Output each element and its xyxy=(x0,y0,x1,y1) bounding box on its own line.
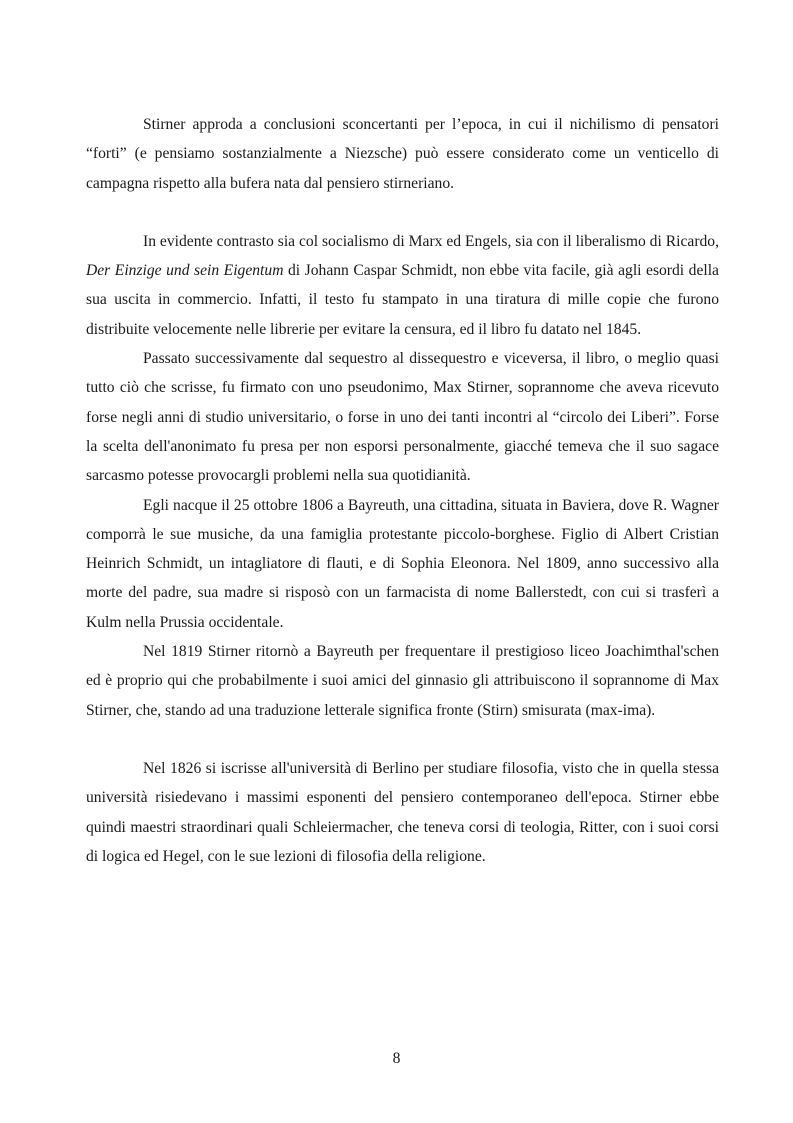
book-title: Der Einzige und sein Eigentum xyxy=(86,262,284,280)
document-body xyxy=(86,110,719,871)
paragraph-liceo: Nel 1819 Stirner ritornò a Bayreuth per frequentare il prestigioso liceo Joachimthal'schen ed è proprio qui che probabilmente i suoi amici del ginnasio gli attribuiscono il soprannome di Max Stirner, che, stando ad una traduzione letterale significa fronte (Stirn) smisurata (max-ima). xyxy=(86,643,719,719)
paragraph-universita: Nel 1826 si iscrisse all'università di Berlino per studiare filosofia, visto che in quella stessa università risiedevano i massimi esponenti del pensiero contemporaneo dell'epoca. Stirner ebbe quindi maestri straordinari quali Schleiermacher, che teneva corsi di teologia, Ritter, con i suoi corsi di logica ed Hegel, con le sue lezioni di filosofia della religione. xyxy=(86,759,719,865)
paragraph-nascita: Egli nacque il 25 ottobre 1806 a Bayreuth, una cittadina, situata in Baviera, dove R. Wagner comporrà le sue musiche, da una famiglia protestante piccolo-borghese. Figlio di Albert Cristian Heinrich Schmidt, un intagliatore di flauti, e di Sophia Eleonora. Nel 1809, anno successivo alla morte del padre, sua madre si risposò con un farmacista di nome Ballerstedt, con cui si trasferì a Kulm nella Prussia occidentale. xyxy=(86,496,719,631)
paragraph-contrasto-before: In evidente contrasto sia col socialismo di Marx ed Engels, sia con il liberalismo di Ricardo, xyxy=(143,232,719,250)
page-number: 8 xyxy=(392,1050,401,1067)
paragraph-nichilismo: Stirner approda a conclusioni sconcertanti per l’epoca, in cui il nichilismo di pensatori “forti” (e pensiamo sostanzialmente a Niezsche) può essere considerato come un venticello di campagna rispetto alla bufera nata dal pensiero stirneriano. xyxy=(86,116,719,192)
paragraph-spacer xyxy=(86,198,719,227)
paragraph-spacer xyxy=(86,725,719,754)
paragraph-contrasto-after: di Johann Caspar Schmidt, non ebbe vita facile, già agli esordi della sua uscita in commercio. Infatti, il testo fu stampato in una tiratura di mille copie che furono distribuite velocemente nelle librerie per evitare la censura, ed il libro fu datato nel 1845. xyxy=(86,262,719,338)
paragraph-pseudonimo: Passato successivamente dal sequestro al dissequestro e viceversa, il libro, o meglio quasi tutto ciò che scrisse, fu firmato con uno pseudonimo, Max Stirner, soprannome che aveva ricevuto forse negli anni di studio universitario, o forse in uno dei tanti incontri al “circolo dei Liberi”. Forse la scelta dell'anonimato fu presa per non esporsi personalmente, giacché temeva che il suo sagace sarcasmo potesse provocargli problemi nella sua quotidianità. xyxy=(86,350,719,485)
paragraph-contrasto xyxy=(86,227,719,344)
